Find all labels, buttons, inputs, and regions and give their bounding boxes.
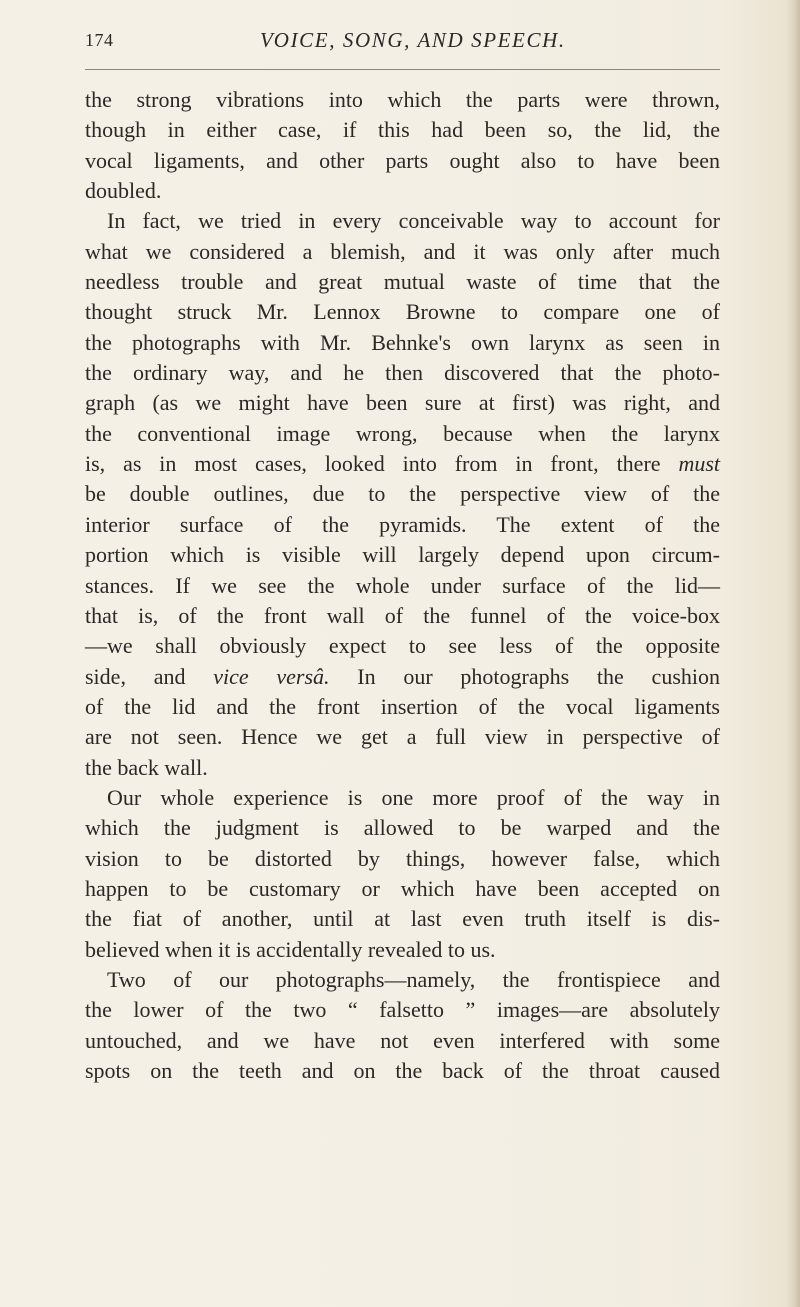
text-line: stances. If we see the whole under surface of the lid— [85, 572, 720, 598]
text-line: the strong vibrations into which the parts were thrown, [85, 87, 720, 112]
text-line [85, 662, 720, 692]
paragraph-start-line: Two of our photographs—namely, the frontispiece and [107, 966, 720, 992]
text-line [85, 449, 720, 479]
text-line: thought struck Mr. Lennox Browne to compare one of [85, 299, 720, 325]
text-line: the fiat of another, until at last even truth itself is dis- [85, 906, 720, 932]
text-line: what we considered a blemish, and it was only after much [85, 238, 720, 264]
text-line: be double outlines, due to the perspective view of the [85, 481, 720, 507]
text-line: believed when it is accidentally revealed to us. [85, 936, 496, 962]
page-number: 174 [85, 30, 114, 50]
header-rule [85, 69, 720, 70]
body-text [85, 85, 720, 1086]
text-line: —we shall obviously expect to see less of the opposite [85, 633, 720, 659]
text-line: the ordinary way, and he then discovered that the photo- [85, 360, 720, 386]
text-line: untouched, and we have not even interfered with some [85, 1027, 720, 1053]
text-line: happen to be customary or which have been accepted on [85, 875, 720, 901]
text-line: graph (as we might have been sure at first) was right, and [85, 390, 720, 416]
italic-text: vice versâ. [213, 663, 330, 689]
text-line: which the judgment is allowed to be warped and the [85, 815, 720, 841]
italic-text: must [678, 451, 721, 477]
text-line: are not seen. Hence we get a full view in perspective of [85, 724, 720, 750]
text-line: vocal ligaments, and other parts ought also to have been [85, 147, 720, 173]
text-line: the lower of the two “ falsetto ” images—are absolutely [85, 997, 720, 1023]
text-line: needless trouble and great mutual waste of time that the [85, 269, 720, 295]
running-head [85, 24, 720, 60]
text-segment: is, as in most cases, looked into from in front, there [85, 451, 661, 477]
text-line: spots on the teeth and on the back of the throat caused [85, 1058, 720, 1083]
text-line: portion which is visible will largely depend upon circum- [85, 542, 720, 568]
text-line: of the lid and the front insertion of the vocal ligaments [85, 693, 720, 719]
text-line: the conventional image wrong, because when the larynx [85, 420, 720, 446]
text-line: vision to be distorted by things, however false, which [85, 845, 720, 871]
page-edge-shadow [786, 0, 800, 1307]
text-line: interior surface of the pyramids. The extent of the [85, 511, 720, 537]
text-segment: side, and [85, 663, 186, 689]
text-line: though in either case, if this had been so, the lid, the [85, 117, 720, 143]
text-line: that is, of the front wall of the funnel of the voice-box [85, 602, 720, 628]
text-line: the photographs with Mr. Behnke's own larynx as seen in [85, 329, 720, 355]
text-segment: In our photographs the cushion [357, 663, 720, 689]
text-line: doubled. [85, 178, 162, 204]
text-line: the back wall. [85, 754, 208, 780]
paragraph-start-line: Our whole experience is one more proof of the way in [107, 784, 720, 810]
running-title: VOICE, SONG, AND SPEECH. [260, 28, 566, 52]
paragraph-start-line: In fact, we tried in every conceivable way to account for [107, 208, 720, 234]
